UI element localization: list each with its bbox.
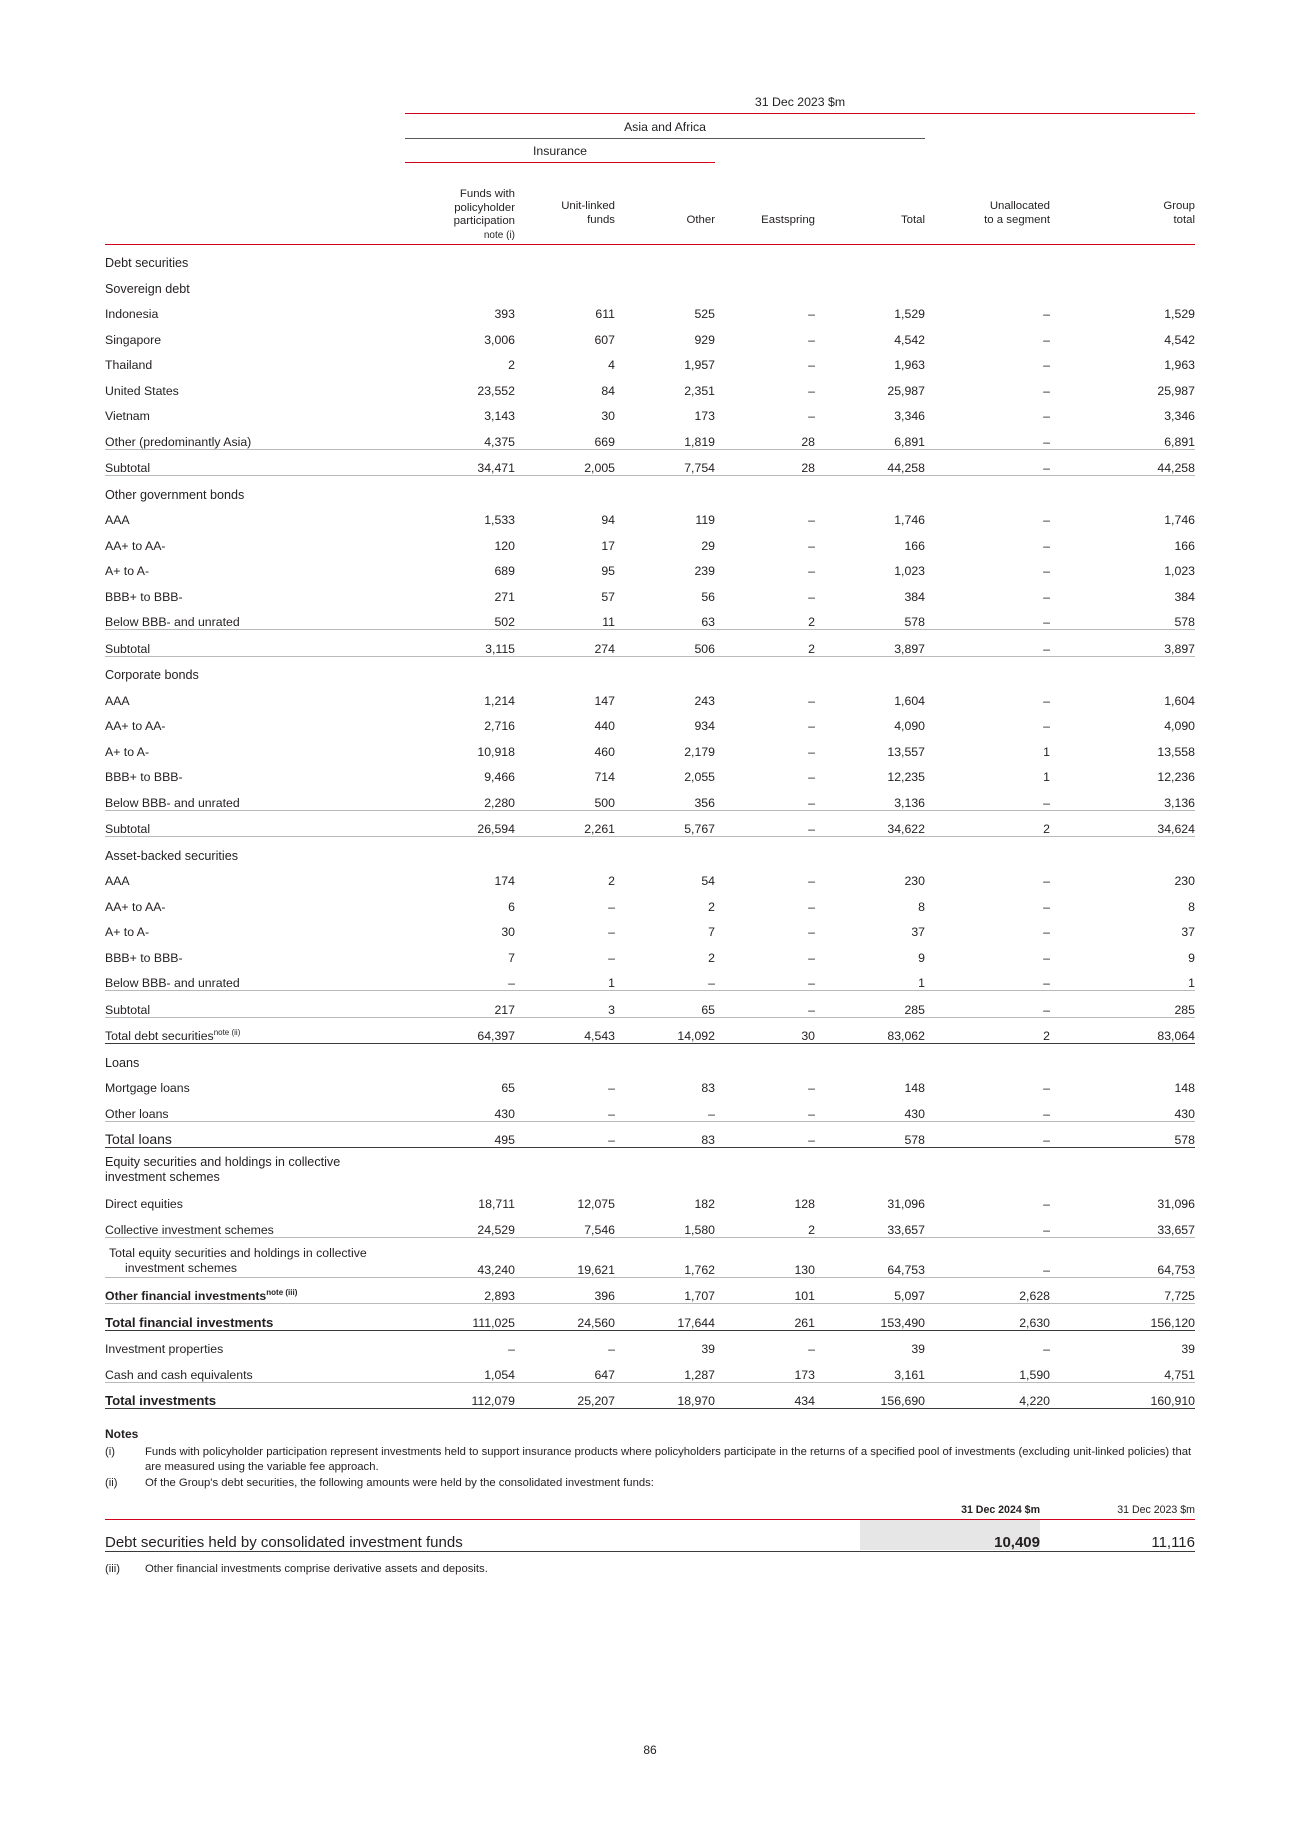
region-band-label: Asia and Africa xyxy=(623,120,707,134)
notes-heading: Notes xyxy=(105,1427,139,1441)
table-row: AAA 174 2 54 – 230 – 230 xyxy=(105,874,1195,888)
table-row: BBB+ to BBB- 7 – 2 – 9 – 9 xyxy=(105,950,1195,965)
table-row: Indonesia 393 611 525 – 1,529 – 1,529 xyxy=(105,307,1195,321)
col-header-unallocated: Unallocated to a segment xyxy=(984,200,1050,226)
header-insurance-row xyxy=(105,139,1195,162)
col-header-eastspring: Eastspring xyxy=(761,213,815,226)
table-row: AA+ to AA- 6 – 2 – 8 – 8 xyxy=(105,899,1195,914)
total-debt-securities-note: note (ii) xyxy=(213,1027,241,1037)
table-row: A+ to A- 30 – 7 – 37 – 37 xyxy=(105,925,1195,939)
equity-title-line2: investment schemes xyxy=(105,1170,220,1184)
insurance-band-label: Insurance xyxy=(532,144,587,158)
total-loans-row: Total loans 495 – 83 – 578 – 578 xyxy=(105,1121,1195,1148)
total-debt-securities-label: Total debt securities xyxy=(105,1029,214,1043)
total-financial-investments-row: Total financial investments 111,025 24,560 17,644 261 153,490 2,630 156,120 xyxy=(105,1304,1195,1331)
other-financial-investments-row: Other financial investments$^{note (iii)}$ 2,893 396 1,707 101 5,097 2,628 7,725 xyxy=(105,1277,1195,1304)
table-row: Vietnam 3,143 30 173 – 3,346 – 3,346 xyxy=(105,409,1195,423)
mini-header-row xyxy=(105,1503,1195,1518)
mini-col-2023: 31 Dec 2023 $m xyxy=(1117,1504,1195,1516)
table-row: AA+ to AA- 120 17 29 – 166 – 166 xyxy=(105,538,1195,553)
table-row: Collective investment schemes 24,529 7,546 1,580 2 33,657 – 33,657 xyxy=(105,1211,1195,1237)
note-key-ii: (ii) xyxy=(105,1477,118,1489)
table-row: AAA 1,214 147 243 – 1,604 – 1,604 xyxy=(105,693,1195,708)
financial-investments-table xyxy=(105,95,1195,1409)
table-row: Other (predominantly Asia) 4,375 669 1,819 28 6,891 – 6,891 xyxy=(105,423,1195,449)
col-header-unit-linked: Unit-linked funds xyxy=(561,200,615,226)
header-region-row xyxy=(105,114,1195,138)
group-sovereign-debt: Sovereign debt xyxy=(105,281,190,296)
total-debt-securities-row: Total debt securities$^{note (ii)}$ 64,397 4,543 14,092 30 83,062 2 83,064 xyxy=(105,1017,1195,1044)
table-row: Below BBB- and unrated 502 11 63 2 578 – 578 xyxy=(105,604,1195,630)
mini-row-label: Debt securities held by consolidated investment funds xyxy=(105,1534,463,1551)
period-title: 31 Dec 2023 $m xyxy=(754,95,846,109)
section-equity-securities xyxy=(105,1148,1195,1186)
table-row: Below BBB- and unrated – 1 – – 1 – 1 xyxy=(105,965,1195,991)
note-key-iii: (iii) xyxy=(105,1563,121,1575)
table-row: United States 23,552 84 2,351 – 25,987 – 25,987 xyxy=(105,383,1195,398)
note-text-iii: Other financial investments comprise derivative assets and deposits. xyxy=(145,1563,488,1575)
column-headers-row xyxy=(105,163,1195,243)
group-asset-backed-securities: Asset-backed securities xyxy=(105,848,238,863)
total-investments-row: Total investments 112,079 25,207 18,970 434 156,690 4,220 160,910 xyxy=(105,1382,1195,1409)
note-item-i xyxy=(105,1445,1195,1475)
table-row: Direct equities 18,711 12,075 182 128 31,096 – 31,096 xyxy=(105,1197,1195,1211)
table-row: Other loans 430 – – – 430 – 430 xyxy=(105,1095,1195,1121)
subtotal-row: Subtotal 34,471 2,005 7,754 28 44,258 – 44,258 xyxy=(105,449,1195,476)
investment-properties-row: Investment properties – – 39 – 39 – 39 xyxy=(105,1342,1195,1356)
page-number: 86 xyxy=(643,1743,657,1757)
table-row: BBB+ to BBB- 271 57 56 – 384 – 384 xyxy=(105,589,1195,604)
table-row: Singapore 3,006 607 929 – 4,542 – 4,542 xyxy=(105,332,1195,347)
note-key-i: (i) xyxy=(105,1446,116,1458)
note-item-iii xyxy=(105,1562,1195,1577)
col-header-group-total: Group total xyxy=(1163,200,1195,226)
mini-value-2023: 11,116 xyxy=(1151,1534,1195,1551)
table-row: A+ to A- 689 95 239 – 1,023 – 1,023 xyxy=(105,564,1195,578)
other-financial-investments-note: note (iii) xyxy=(266,1287,298,1297)
section-debt-securities: Debt securities xyxy=(105,256,189,270)
subtotal-row: Subtotal 217 3 65 – 285 – 285 xyxy=(105,991,1195,1018)
mini-data-row xyxy=(105,1520,1195,1551)
total-equity-line1: Total equity securities and holdings in collective xyxy=(109,1245,367,1260)
consolidated-funds-table xyxy=(105,1503,1195,1552)
note-item-ii xyxy=(105,1476,1195,1491)
mini-value-2024: 10,409 xyxy=(860,1520,1040,1551)
group-corporate-bonds: Corporate bonds xyxy=(105,668,199,682)
note-text-i: Funds with policyholder participation represent investments held to support insurance products where policyholders participate in the returns of a specified pool of investments (excluding unit-linked policies) that are measured using the variable fee approach. xyxy=(145,1446,1192,1473)
other-financial-investments-label: Other financial investments xyxy=(105,1289,267,1303)
table-row: Below BBB- and unrated 2,280 500 356 – 3,136 – 3,136 xyxy=(105,784,1195,810)
section-loans: Loans xyxy=(105,1055,140,1070)
note-text-ii: Of the Group's debt securities, the following amounts were held by the consolidated investment funds: xyxy=(145,1477,654,1489)
total-equity-row: Total equity securities and holdings in collective investment schemes 43,240 19,621 1,762 130 64,753 – 64,753 xyxy=(105,1237,1195,1277)
table-row: A+ to A- 10,918 460 2,179 – 13,557 1 13,558 xyxy=(105,744,1195,759)
col-header-total: Total xyxy=(900,213,925,226)
table-row: Mortgage loans 65 – 83 – 148 – 148 xyxy=(105,1081,1195,1095)
table-row: AA+ to AA- 2,716 440 934 – 4,090 – 4,090 xyxy=(105,719,1195,733)
subtotal-row: Subtotal 26,594 2,261 5,767 – 34,622 2 34,624 xyxy=(105,810,1195,837)
notes-section xyxy=(105,1427,1195,1577)
col-header-funds-policyholder: Funds with policyholder participation note (i) xyxy=(453,188,515,241)
col-header-other: Other xyxy=(686,213,715,226)
table-row: Thailand 2 4 1,957 – 1,963 – 1,963 xyxy=(105,358,1195,372)
equity-title-line1: Equity securities and holdings in collective xyxy=(105,1154,341,1169)
group-other-government-bonds: Other government bonds xyxy=(105,487,245,502)
total-equity-line2: investment schemes xyxy=(125,1261,238,1275)
table-row: BBB+ to BBB- 9,466 714 2,055 – 12,235 1 12,236 xyxy=(105,770,1195,784)
subtotal-row: Subtotal 3,115 274 506 2 3,897 – 3,897 xyxy=(105,630,1195,657)
mini-col-2024: 31 Dec 2024 $m xyxy=(961,1504,1040,1516)
cash-row: Cash and cash equivalents 1,054 647 1,287 173 3,161 1,590 4,751 xyxy=(105,1356,1195,1382)
header-period-row xyxy=(105,95,1195,112)
table-row: AAA 1,533 94 119 – 1,746 – 1,746 xyxy=(105,513,1195,527)
